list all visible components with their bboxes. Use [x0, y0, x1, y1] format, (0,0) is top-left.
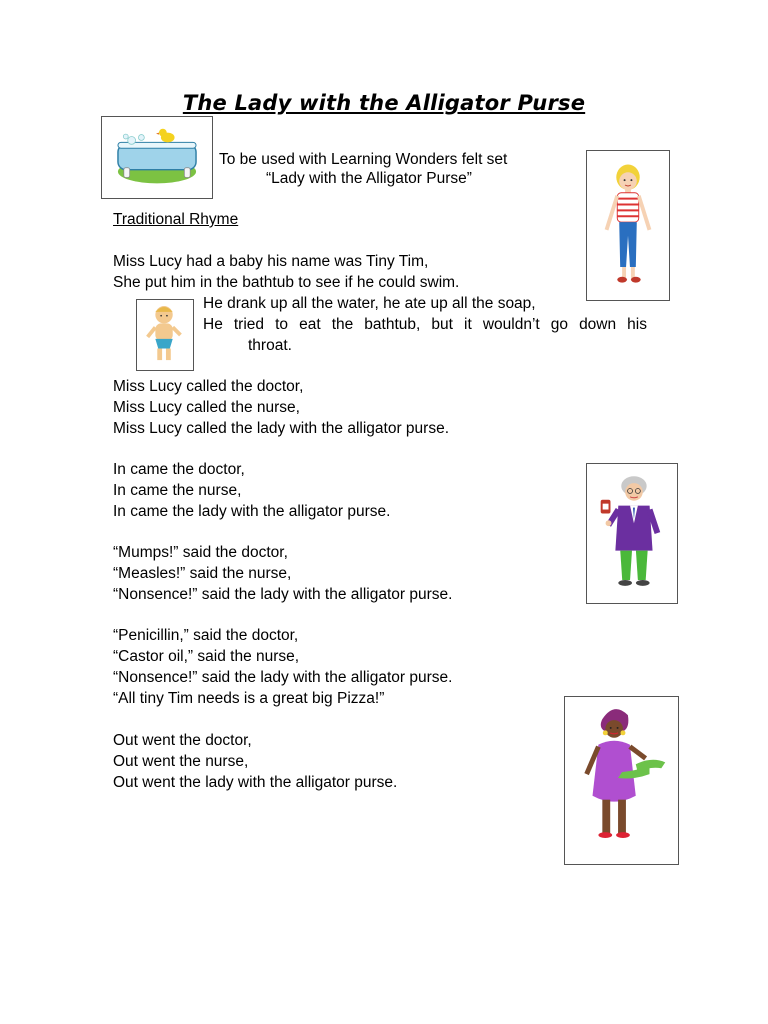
bathtub-icon	[102, 117, 212, 198]
stanza4-line-2: “Measles!” said the nurse,	[113, 565, 292, 582]
intro-line-1: To be used with Learning Wonders felt set	[219, 151, 508, 168]
bathtub-image	[101, 116, 213, 199]
stanza2-line-2: Miss Lucy called the nurse,	[113, 399, 300, 416]
baby-image	[136, 299, 194, 371]
stanza2-line-3: Miss Lucy called the lady with the alligator purse.	[113, 420, 449, 437]
lady-image	[564, 696, 679, 865]
stanza1-line-5: throat.	[248, 337, 292, 354]
page-title: The Lady with the Alligator Purse	[182, 91, 586, 115]
stanza6-line-3: Out went the lady with the alligator purse.	[113, 774, 398, 791]
miss-lucy-image	[586, 150, 670, 301]
baby-icon	[137, 300, 193, 370]
stanza1-line-4: He tried to eat the bathtub, but it wouldn’t go down his	[203, 316, 647, 333]
stanza6-line-1: Out went the doctor,	[113, 732, 252, 749]
stanza5-line-3: “Nonsence!” said the lady with the alligator purse.	[113, 669, 453, 686]
stanza6-line-2: Out went the nurse,	[113, 753, 249, 770]
stanza4-line-1: “Mumps!” said the doctor,	[113, 544, 288, 561]
stanza1-line-1: Miss Lucy had a baby his name was Tiny Tim,	[113, 253, 429, 270]
stanza3-line-3: In came the lady with the alligator purse.	[113, 503, 391, 520]
woman-icon	[587, 151, 669, 300]
stanza4-line-3: “Nonsence!” said the lady with the alligator purse.	[113, 586, 453, 603]
stanza5-line-4: “All tiny Tim needs is a great big Pizza!”	[113, 690, 385, 707]
doctor-icon	[587, 464, 677, 603]
stanza3-line-1: In came the doctor,	[113, 461, 245, 478]
stanza1-line-2: She put him in the bathtub to see if he could swim.	[113, 274, 460, 291]
lady-with-purse-icon	[565, 697, 678, 864]
intro-line-2: “Lady with the Alligator Purse”	[266, 170, 472, 187]
stanza5-line-2: “Castor oil,” said the nurse,	[113, 648, 300, 665]
stanza3-line-2: In came the nurse,	[113, 482, 242, 499]
stanza5-line-1: “Penicillin,” said the doctor,	[113, 627, 299, 644]
stanza1-line-3: He drank up all the water, he ate up all the soap,	[203, 295, 536, 312]
subtitle: Traditional Rhyme	[113, 211, 239, 228]
doctor-image	[586, 463, 678, 604]
stanza2-line-1: Miss Lucy called the doctor,	[113, 378, 304, 395]
